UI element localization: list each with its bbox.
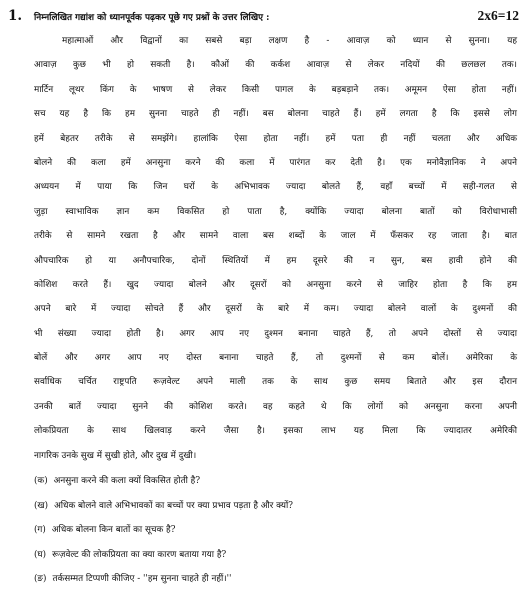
passage-line: अध्ययन में पाया कि जिन घरों के अभिभावक ज्यादा बोलते हैं, वहाँ बच्चों में सही-गलत से (34, 182, 517, 193)
passage-line: महात्माओं और विद्वानों का सबसे बड़ा लक्षण है - आवाज़ को ध्यान से सुनना। यह (62, 36, 517, 46)
passage-line: नागरिक उनके सुख में सुखी होते, और दुख में दुखी। (34, 450, 197, 461)
sub-question-label: (ग) (34, 525, 46, 536)
passage-line: सच यह है कि हम सुनना चाहते ही नहीं। बस बोलना चाहते हैं। हमें लगता है कि इससे लोग (34, 109, 517, 120)
sub-question (34, 469, 519, 494)
sub-question (34, 567, 519, 592)
question-marks: 2x6=12 (477, 8, 519, 23)
passage-line: कोशिश करते हैं। खुद ज्यादा बोलने और दूसरों को अनसुना करने से जाहिर होता है कि हम (34, 279, 517, 290)
passage-line: मार्टिन लूथर किंग के भाषण से लेकर किसी पागल के बड़बड़ाने तक। अमूमन ऐसा होता नहीं। (34, 84, 517, 95)
sub-question-text: अधिक बोलना किन बातों का सूचक है? (51, 525, 176, 536)
passage-line: जुड़ा स्वाभाविक ज्ञान कम विकसित हो पाता है, क्योंकि ज्यादा बोलना बातों को विरोधाभासी (34, 206, 517, 217)
passage-line: भी संख्या ज्यादा होती है। अगर आप नए दुश्मन बनाना चाहते हैं, तो अपने दोस्तों से ज्यादा (34, 328, 517, 339)
passage (34, 29, 517, 468)
passage-line: सर्वाधिक चर्चित राष्ट्रपति रूज़वेल्ट अपने माली तक के साथ कुछ समय बिताते और इस दौरान (34, 377, 517, 388)
sub-question-label: (क) (34, 476, 48, 487)
sub-question-text: अधिक बोलने वाले अभिभावकों का बच्चों पर क्या प्रभाव पड़ता है और क्यों? (54, 500, 293, 511)
question-instruction: निम्नलिखित गद्यांश को ध्यानपूर्वक पढ़कर पूछे गए प्रश्नों के उत्तर लिखिए : (34, 13, 270, 23)
passage-line: हमें बेहतर तरीके से समझेंगे। हालांकि ऐसा होता नहीं। हमें पता ही नहीं चलता और अधिक (34, 133, 517, 144)
question-number: 1. (8, 8, 23, 24)
passage-line: अपने बारे में ज्यादा सोचते हैं और दूसरों के बारे में कम। ज्यादा बोलने वालों के दुश्मनों की (34, 304, 517, 315)
sub-question (34, 494, 519, 519)
passage-line: बोलें और अगर आप नए दोस्त बनाना चाहते हैं, तो दुश्मनों से कम बोलें। अमेरिका के (34, 353, 517, 364)
sub-question-text: अनसुना करने की कला क्यों विकसित होती है? (53, 476, 201, 487)
sub-question-text: तर्कसम्मत टिप्पणी कीजिए - ''हम सुनना चाहते ही नहीं।'' (52, 574, 232, 585)
passage-line: उनकी बातें ज्यादा सुनने की कोशिश करते। वह कहते थे कि लोगों को अनसुना करना अपनी (34, 401, 517, 412)
passage-line: लोकप्रियता के साथ खिलवाड़ करने जैसा है। इसका लाभ यह मिला कि ज्यादातर अमेरिकी (34, 426, 517, 437)
sub-question (34, 543, 519, 568)
sub-questions (34, 469, 519, 592)
question-header (8, 6, 519, 28)
passage-line: औपचारिक हो या अनौपचारिक, दोनों स्थितियों में हम दूसरे की न सुन, बस हावी होने की (34, 255, 517, 266)
passage-line: तरीके से सामने रखता है और सामने वाला बस शब्दों के जाल में फँसकर रह जाता है। बात (34, 231, 517, 242)
sub-question-text: रूज़वेल्ट की लोकप्रियता का क्या कारण बताया गया है? (52, 549, 227, 560)
passage-line: बोलने की कला हमें अनसुना करने की कला में पारंगत कर देती है। एक मनोवैज्ञानिक ने अपने (34, 157, 517, 168)
sub-question-label: (घ) (34, 549, 47, 560)
sub-question-label: (ख) (34, 500, 49, 511)
sub-question-label: (ङ) (34, 574, 47, 585)
passage-line: आवाज़ कुछ भी हो सकती है। कौओं की कर्कश आवाज़ से लेकर नदियों की छलछल तक। (34, 60, 517, 71)
sub-question (34, 518, 519, 543)
